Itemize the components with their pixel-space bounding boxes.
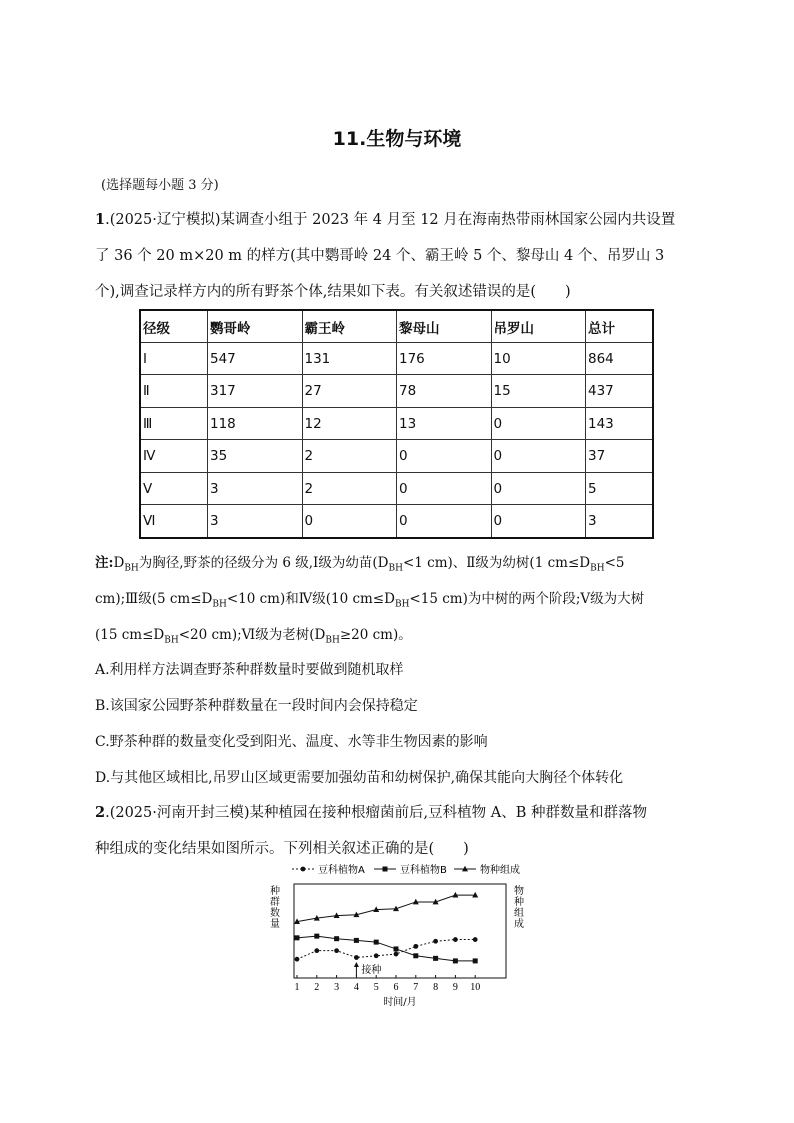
table-cell: Ⅱ <box>140 375 208 407</box>
table-cell: 37 <box>586 440 654 472</box>
plot-frame <box>294 884 506 978</box>
annotation-arrowhead <box>354 962 359 967</box>
page-title: 11.生物与环境 <box>332 128 462 150</box>
data-point <box>295 935 300 940</box>
data-point <box>433 956 438 961</box>
table-cell: 437 <box>586 375 654 407</box>
table-cell: 0 <box>397 472 492 504</box>
table-header-cell: 鹦哥岭 <box>208 310 303 343</box>
q2-number: 2 <box>95 804 106 821</box>
q1-line-2: 了 36 个 20 m×20 m 的样方(其中鹦哥岭 24 个、霸王岭 5 个、黎母山 4 个、吊罗山 3 <box>95 248 665 264</box>
table-cell: 0 <box>397 440 492 472</box>
data-point <box>433 939 438 944</box>
table-cell: 15 <box>491 375 586 407</box>
table-cell: Ⅵ <box>140 505 208 538</box>
data-point <box>413 953 418 958</box>
table-cell: 2 <box>302 440 397 472</box>
data-point <box>295 957 300 962</box>
table-cell: 0 <box>397 505 492 538</box>
table-header-cell: 总计 <box>586 310 654 343</box>
table-cell: 10 <box>491 343 586 375</box>
q1-option-c[interactable]: C.野茶种群的数量变化受到阳光、温度、水等非生物因素的影响 <box>95 734 488 750</box>
table-note-line-2: cm);Ⅲ级(5 $cm\le D_{BH}<10$ cm)和Ⅳ级(10 $cm\le D_{BH}<15$ cm)为中树的两个阶段;Ⅴ级为大树 <box>95 591 645 610</box>
table-cell: 131 <box>302 343 397 375</box>
table-cell: 3 <box>586 505 654 538</box>
table-cell: 176 <box>397 343 492 375</box>
table-cell: 864 <box>586 343 654 375</box>
table-note-line-1: 注$:D_{BH}$为胸径,野茶的径级分为 6 级,Ⅰ级为幼苗($D_{BH}<1$ cm)、Ⅱ级为幼树(1 $cm\le D_{BH}<5$ <box>95 555 625 574</box>
q1-stem-1: .(2025·辽宁模拟)某调查小组于 2023 年 4 月至 12 月在海南热带雨林国家公园内共设置 <box>105 212 676 228</box>
table-cell: 27 <box>302 375 397 407</box>
table-cell: 0 <box>491 472 586 504</box>
table-cell: 3 <box>208 472 303 504</box>
table-cell: 78 <box>397 375 492 407</box>
q2-line-1 <box>95 801 647 822</box>
table-header-cell: 黎母山 <box>397 310 492 343</box>
table-row <box>140 343 653 375</box>
legend-label: 豆科植物B <box>400 865 447 876</box>
data-point <box>354 938 359 943</box>
x-tick-label: 7 <box>413 982 419 993</box>
data-point <box>374 953 379 958</box>
annotation-label: 接种 <box>361 965 382 976</box>
table-cell: 0 <box>491 440 586 472</box>
x-tick-label: 5 <box>373 982 379 993</box>
table-header-row <box>140 310 653 343</box>
x-tick-label: 2 <box>314 982 320 993</box>
data-point <box>334 948 339 953</box>
table-cell: Ⅲ <box>140 407 208 439</box>
legend-marker <box>301 867 306 872</box>
legend-label: 物种组成 <box>480 865 520 876</box>
table-cell: 317 <box>208 375 303 407</box>
table-header-cell: 霸王岭 <box>302 310 397 343</box>
q1-option-a[interactable]: A.利用样方法调查野茶种群数量时要做到随机取样 <box>95 662 404 678</box>
data-point <box>314 948 319 953</box>
data-point <box>314 934 319 939</box>
q1-option-b[interactable]: B.该国家公园野茶种群数量在一段时间内会保持稳定 <box>95 698 418 714</box>
x-tick-label: 6 <box>393 982 399 993</box>
note-label: 注: <box>95 555 114 571</box>
series-line <box>297 940 475 960</box>
series-line <box>297 895 475 921</box>
q2-stem-1: .(2025·河南开封三模)某种植园在接种根瘤菌前后,豆科植物 A、B 种群数量和群落物 <box>105 805 647 821</box>
table-cell: 35 <box>208 440 303 472</box>
data-point <box>453 937 458 942</box>
data-point <box>374 940 379 945</box>
q1-option-d[interactable]: D.与其他区域相比,吊罗山区域更需要加强幼苗和幼树保护,确保其能向大胸径个体转化 <box>95 770 624 786</box>
legend-marker <box>383 867 388 872</box>
table-cell: Ⅳ <box>140 440 208 472</box>
x-axis-label: 时间/月 <box>383 997 417 1008</box>
x-tick-label: 4 <box>353 982 359 993</box>
table-cell: 2 <box>302 472 397 504</box>
table-cell: 12 <box>302 407 397 439</box>
table-cell: 0 <box>491 407 586 439</box>
data-point <box>473 958 478 963</box>
table-header-cell: 径级 <box>140 310 208 343</box>
x-tick-label: 9 <box>452 982 458 993</box>
data-point <box>334 936 339 941</box>
table-cell: 5 <box>586 472 654 504</box>
x-tick-label: 8 <box>433 982 439 993</box>
q1-line-1 <box>95 208 675 229</box>
table-row <box>140 505 653 538</box>
table-cell: 0 <box>491 505 586 538</box>
table-cell: 143 <box>586 407 654 439</box>
table-cell: 3 <box>208 505 303 538</box>
q1-line-3: 个),调查记录样方内的所有野茶个体,结果如下表。有关叙述错误的是( ) <box>95 284 571 300</box>
data-point <box>473 937 478 942</box>
table-cell: Ⅴ <box>140 472 208 504</box>
table-cell: Ⅰ <box>140 343 208 375</box>
x-tick-label: 3 <box>334 982 340 993</box>
table-row <box>140 407 653 439</box>
data-point <box>354 955 359 960</box>
table-header-cell: 吊罗山 <box>491 310 586 343</box>
table-cell: 547 <box>208 343 303 375</box>
legend-label: 豆科植物A <box>318 865 365 876</box>
table-row <box>140 375 653 407</box>
population-line-chart <box>264 860 534 1010</box>
table-cell: 13 <box>397 407 492 439</box>
data-point <box>394 952 399 957</box>
data-point <box>453 958 458 963</box>
instruction-text: (选择题每小题 3 分) <box>101 178 219 193</box>
table-note-line-3: (15 $cm\le D_{BH}<20$ cm);Ⅵ级为老树($D_{BH}\ge 20$ cm)。 <box>95 627 412 646</box>
x-tick-label: 10 <box>470 982 481 993</box>
q1-number: 1 <box>95 211 106 228</box>
table-cell: 0 <box>302 505 397 538</box>
y-axis-label-right: 物种组成 <box>514 886 524 930</box>
x-tick-label: 1 <box>294 982 300 993</box>
diameter-class-table <box>139 309 654 539</box>
q2-line-2: 种组成的变化结果如图所示。下列相关叙述正确的是( ) <box>95 841 469 857</box>
table-cell: 118 <box>208 407 303 439</box>
data-point <box>394 946 399 951</box>
y-axis-label-left: 种群数量 <box>270 886 280 930</box>
table-row <box>140 472 653 504</box>
data-point <box>413 944 418 949</box>
table-row <box>140 440 653 472</box>
